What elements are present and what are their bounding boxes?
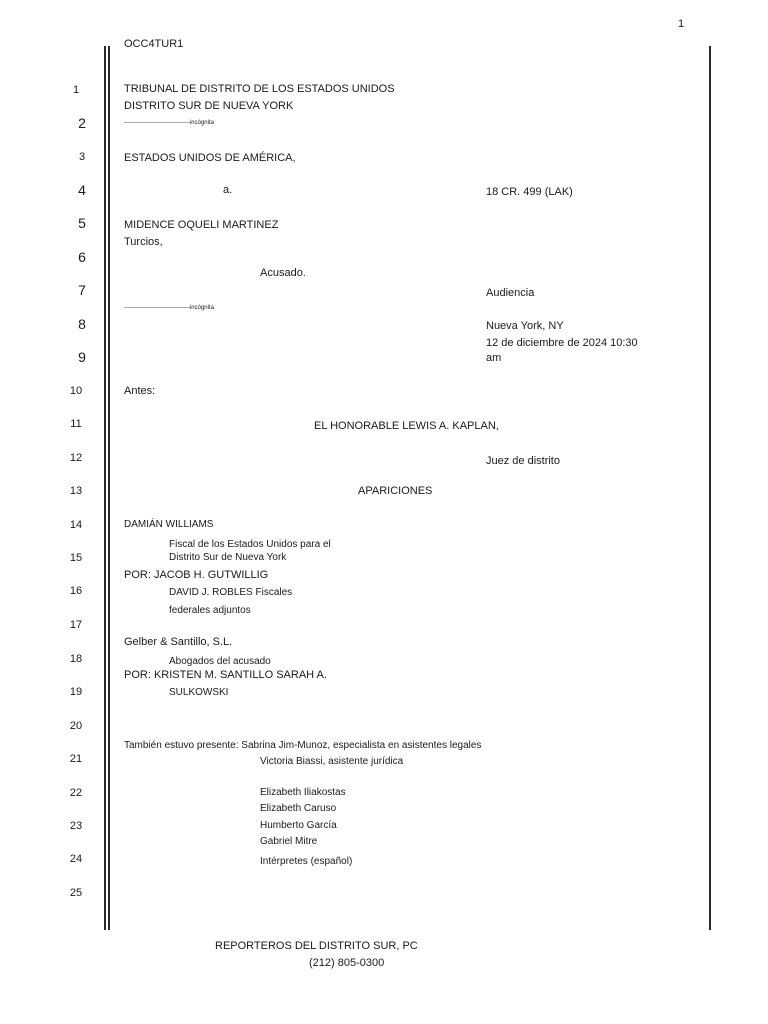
line-number: 8 <box>78 316 86 332</box>
line-number: 11 <box>70 418 82 430</box>
prosecutor-role: Fiscal de los Estados Unidos para el <box>169 539 331 550</box>
line-number: 19 <box>69 686 83 698</box>
header-code: OCC4TUR1 <box>124 38 184 50</box>
appearances-title: APARICIONES <box>358 485 433 497</box>
left-margin-rule-inner <box>108 46 110 930</box>
defense-firm-role: Abogados del acusado <box>169 656 271 667</box>
defendant-name: MIDENCE OQUELI MARTINEZ <box>124 219 279 231</box>
interpreter-name: Humberto García <box>260 820 337 831</box>
court-district: DISTRITO SUR DE NUEVA YORK <box>124 100 294 112</box>
paralegal: Victoria Biassi, asistente jurídica <box>260 756 404 767</box>
proceeding-datetime-cont: am <box>486 352 502 364</box>
line-number: 7 <box>78 282 86 298</box>
interpreter-name: Elizabeth Caruso <box>260 803 337 814</box>
line-number: 15 <box>69 552 83 564</box>
judge-name: EL HONORABLE LEWIS A. KAPLAN, <box>314 420 499 432</box>
interpreter-name: Elizabeth Iliakostas <box>260 787 346 798</box>
line-number: 13 <box>69 485 83 497</box>
judge-title: Juez de distrito <box>486 455 560 467</box>
right-margin-rule <box>709 46 711 930</box>
line-number: 20 <box>69 720 83 732</box>
left-margin-rule-outer <box>104 46 106 930</box>
line-number: 12 <box>69 452 83 464</box>
page-number: 1 <box>678 18 685 30</box>
line-number: 17 <box>69 619 83 631</box>
footer-reporter: REPORTEROS DEL DISTRITO SUR, PC <box>215 940 418 952</box>
proceeding-datetime: 12 de diciembre de 2024 10:30 <box>486 337 638 349</box>
line-number: 18 <box>69 653 83 665</box>
defendant-role: Acusado. <box>260 267 306 279</box>
line-number: 22 <box>69 787 83 799</box>
line-number: 9 <box>78 349 86 365</box>
line-number: 3 <box>78 151 86 163</box>
versus: a. <box>223 184 233 196</box>
line-number: 14 <box>69 519 83 531</box>
defendant-name-cont: Turcios, <box>124 236 163 248</box>
line-number: 5 <box>78 215 86 231</box>
por-attorney-2: POR: KRISTEN M. SANTILLO SARAH A. <box>124 669 327 681</box>
interpreters-label: Intérpretes (español) <box>260 856 353 867</box>
por-attorney-1: POR: JACOB H. GUTWILLIG <box>124 569 269 581</box>
caption-separator: ---------------------------------incógnita <box>124 120 214 126</box>
court-name: TRIBUNAL DE DISTRITO DE LOS ESTADOS UNIDOS <box>124 83 395 95</box>
caption-separator: ---------------------------------incógnita <box>124 305 214 311</box>
line-number: 4 <box>78 182 86 198</box>
proceeding-location: Nueva York, NY <box>486 320 564 332</box>
attorney-2-role: federales adjuntos <box>169 605 251 616</box>
por-attorney-2-cont: SULKOWSKI <box>169 687 229 698</box>
prosecutor-name: DAMIÁN WILLIAMS <box>124 519 214 530</box>
line-number: 1 <box>72 84 80 96</box>
line-number: 16 <box>69 585 83 597</box>
line-number: 10 <box>69 385 83 397</box>
proceeding-type: Audiencia <box>486 287 535 299</box>
attorney-2: DAVID J. ROBLES Fiscales <box>169 587 293 598</box>
before-label: Antes: <box>124 385 156 397</box>
also-present: También estuvo presente: Sabrina Jim-Munoz, especialista en asistentes legales <box>124 740 482 751</box>
line-number: 2 <box>78 115 86 131</box>
plaintiff: ESTADOS UNIDOS DE AMÉRICA, <box>124 152 296 164</box>
prosecutor-role-cont: Distrito Sur de Nueva York <box>169 552 287 563</box>
interpreter-name: Gabriel Mitre <box>260 836 318 847</box>
case-number: 18 CR. 499 (LAK) <box>486 186 573 198</box>
footer-phone: (212) 805-0300 <box>309 957 385 969</box>
line-number: 21 <box>69 753 83 765</box>
line-number: 6 <box>78 249 86 265</box>
line-number: 23 <box>69 820 83 832</box>
defense-firm: Gelber & Santillo, S.L. <box>124 636 233 648</box>
line-number: 25 <box>69 887 83 899</box>
line-number: 24 <box>69 853 83 865</box>
